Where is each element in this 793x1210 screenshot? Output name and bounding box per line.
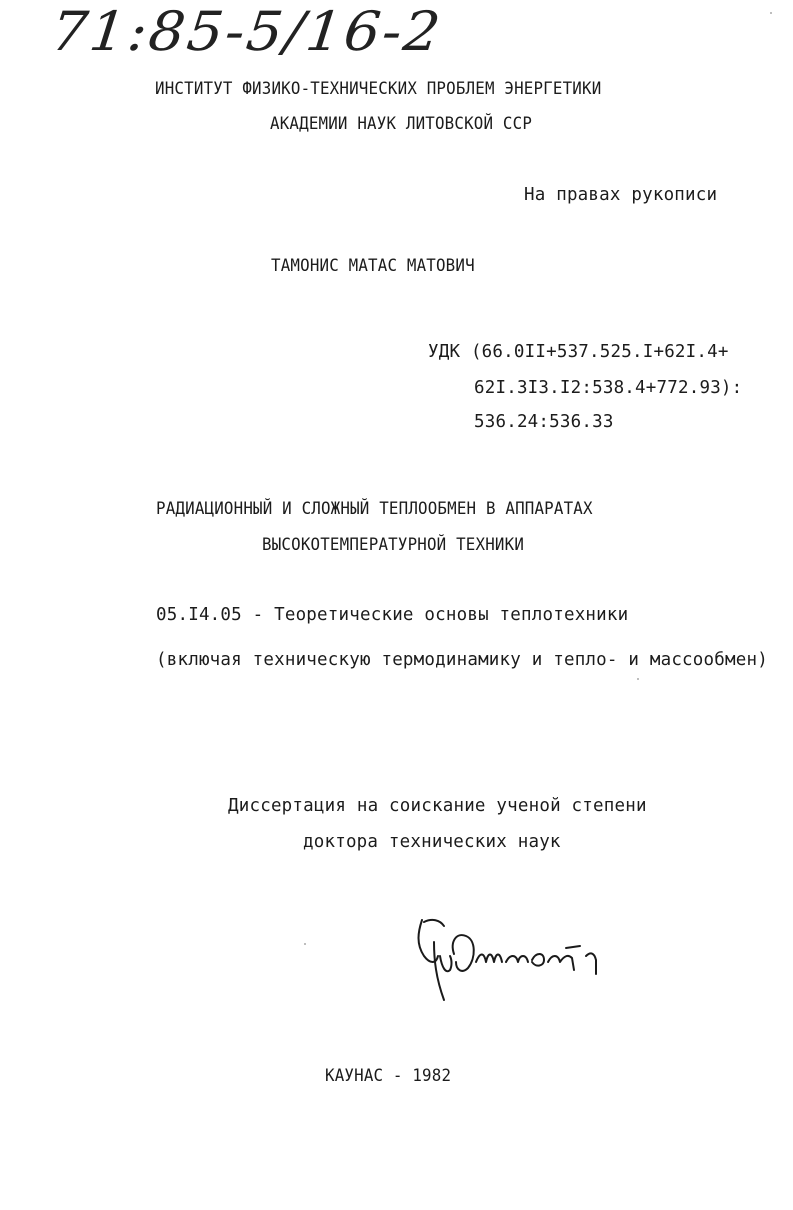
author-name: ТАМОНИС МАТАС МАТОВИЧ xyxy=(271,256,475,276)
udc-line-3: 536.24:536.33 xyxy=(474,412,614,432)
archive-number-handwritten: 71:85-5/16-2 xyxy=(48,0,446,63)
institute-line-2: АКАДЕМИИ НАУК ЛИТОВСКОЙ ССР xyxy=(270,114,533,134)
place-and-year: КАУНАС - 1982 xyxy=(325,1066,452,1086)
degree-line-1: Диссертация на соискание ученой степени xyxy=(228,796,647,816)
udc-line-1: УДК (66.0II+537.525.I+62I.4+ xyxy=(428,342,729,362)
institute-line-1: ИНСТИТУТ ФИЗИКО-ТЕХНИЧЕСКИХ ПРОБЛЕМ ЭНЕРГЕТИКИ xyxy=(155,79,602,99)
specialty-line-1: 05.I4.05 - Теоретические основы теплотехники xyxy=(156,605,629,625)
dissertation-title-line-2: ВЫСОКОТЕМПЕРАТУРНОЙ ТЕХНИКИ xyxy=(262,535,525,555)
author-signature xyxy=(410,912,610,1007)
paper-speck xyxy=(304,943,306,945)
paper-speck xyxy=(770,12,772,14)
udc-line-2: 62I.3I3.I2:538.4+772.93): xyxy=(474,378,743,398)
specialty-line-2: (включая техническую термодинамику и тепло- и массообмен) xyxy=(156,650,768,670)
dissertation-title-line-1: РАДИАЦИОННЫЙ И СЛОЖНЫЙ ТЕПЛООБМЕН В АППАРАТАХ xyxy=(156,499,593,519)
degree-line-2: доктора технических наук xyxy=(303,832,561,852)
paper-speck xyxy=(637,678,639,680)
rights-note: На правах рукописи xyxy=(524,185,718,205)
